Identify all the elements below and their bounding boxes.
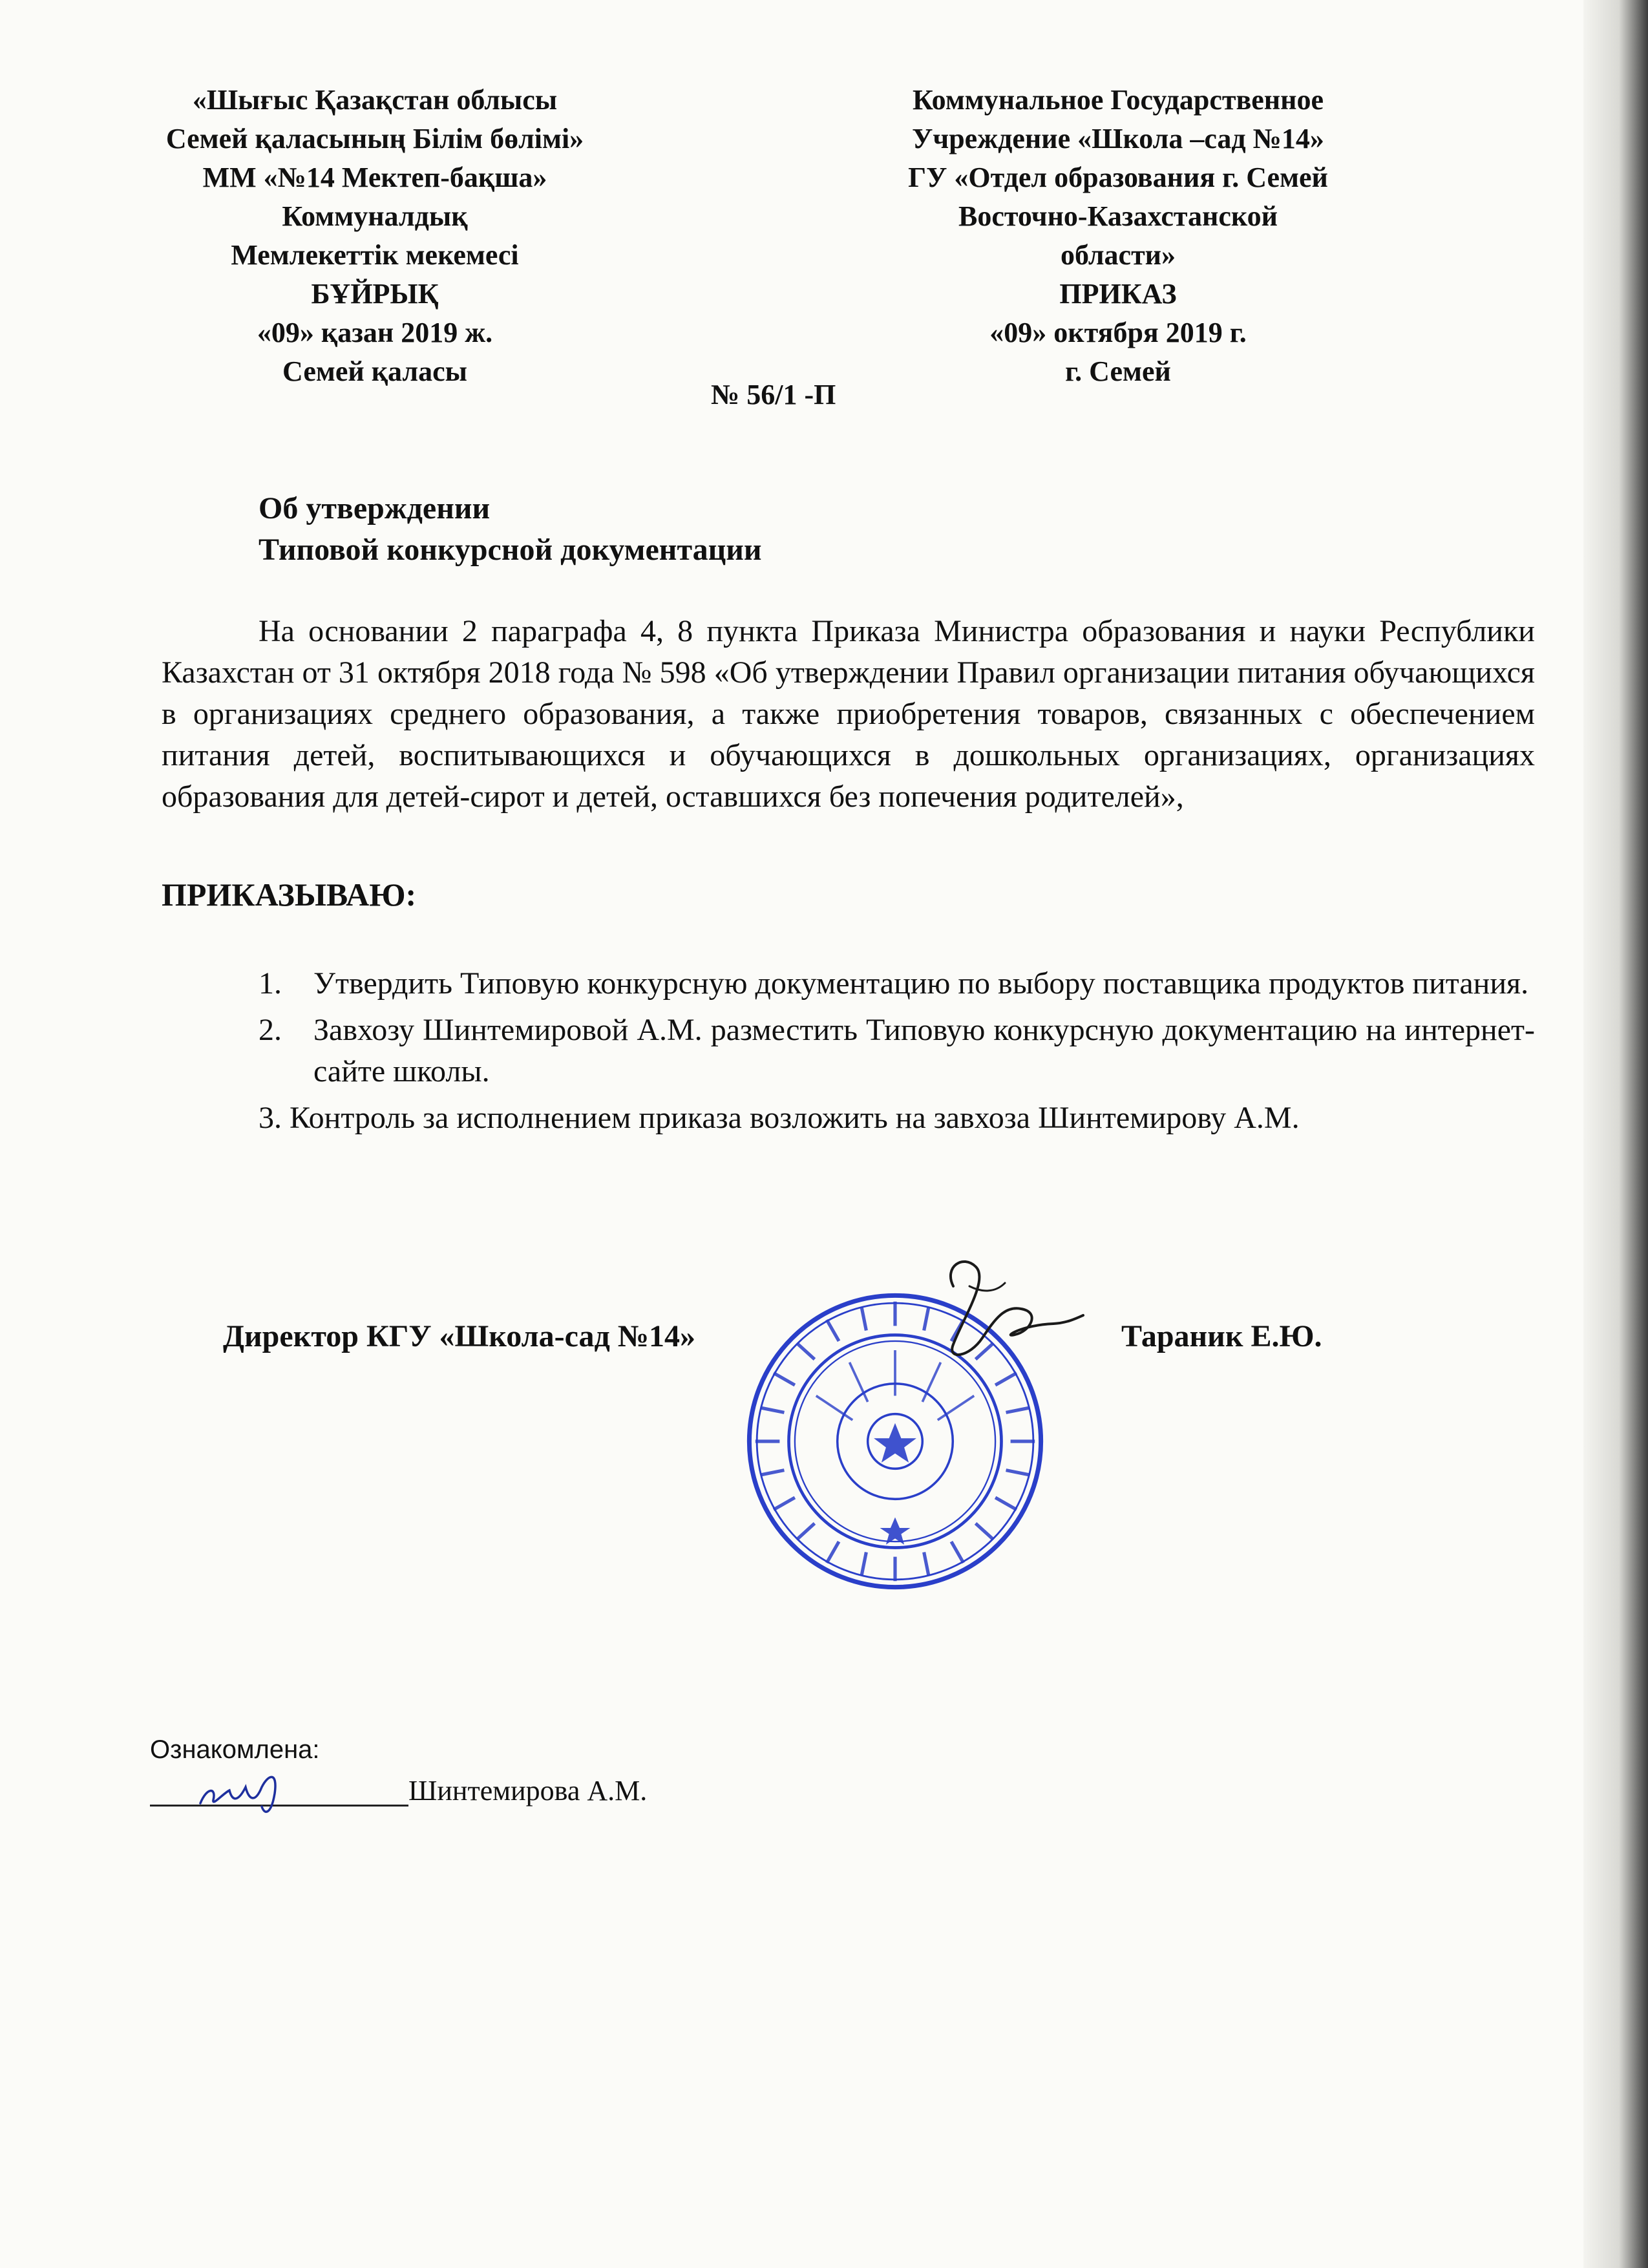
order-number: 3. (259, 1101, 282, 1135)
signatory-position: Директор КГУ «Школа-сад №14» (223, 1319, 695, 1353)
header-left-date: «09» қазан 2019 ж. (257, 317, 493, 348)
header-left-line: Мемлекеттік мекемесі (231, 239, 519, 271)
header-left-line: Семей қаласының Білім бөлімі» (165, 123, 584, 154)
header-kazakh (113, 81, 637, 391)
order-item (162, 1010, 1535, 1092)
preamble-paragraph: На основании 2 параграфа 4, 8 пункта Приказа Министра образования и науки Республики Казахстан от 31 октября 2018 года № 598 «Об утверждении Правил организации питания обучающихся в организациях среднего образования, а также приобретения товаров, связанных с обеспечением питания детей, воспитывающихся и обучающихся в дошкольных организациях, организациях образования для детей-сирот и детей, оставшихся без попечения родителей», (162, 614, 1535, 814)
header-right-date: «09» октября 2019 г. (989, 317, 1247, 348)
header-right-order-word: ПРИКАЗ (1059, 278, 1177, 310)
title-line-2: Типовой конкурсной документации (259, 533, 762, 567)
acknowledgement-name: Шинтемирова А.М. (408, 1775, 648, 1807)
header-left-line: «Шығыс Қазақстан облысы (192, 84, 558, 116)
header-right-line: Коммунальное Государственное (912, 84, 1324, 116)
acknowledgement-label: Ознакомлена: (150, 1735, 320, 1764)
order-item (162, 963, 1535, 1004)
title-line-1: Об утверждении (259, 491, 491, 525)
director-signature-icon (892, 1247, 1086, 1383)
header-left-line: ММ «№14 Мектеп-бақша» (202, 162, 547, 193)
order-text: Завхозу Шинтемировой А.М. разместить Типовую конкурсную документацию на интернет-сайте школы. (313, 1013, 1535, 1088)
acknowledgement-signature-icon (194, 1768, 304, 1819)
order-text: Утвердить Типовую конкурсную документацию по выбору поставщика продуктов питания. (313, 966, 1529, 1001)
order-number: 2. (259, 1013, 282, 1047)
signatory-name: Тараник Е.Ю. (1121, 1319, 1322, 1353)
order-number: 1. (259, 966, 282, 1001)
document-title (259, 488, 762, 571)
scan-edge-shadow (1583, 0, 1648, 2268)
header-left-order-word: БҰЙРЫҚ (311, 278, 439, 310)
header-left-line: Коммуналдық (282, 200, 468, 232)
header-right-line: ГУ «Отдел образования г. Семей (908, 162, 1328, 193)
order-item (162, 1097, 1535, 1139)
header-right-line: области» (1060, 239, 1176, 271)
header-left-city: Семей қаласы (282, 355, 467, 387)
header-right-line: Учреждение «Школа –сад №14» (912, 123, 1324, 154)
header-right-city: г. Семей (1065, 355, 1171, 387)
header-right-line: Восточно-Казахстанской (958, 200, 1278, 232)
order-word: ПРИКАЗЫВАЮ: (162, 876, 417, 913)
header-russian (821, 81, 1415, 391)
order-text: Контроль за исполнением приказа возложить на завхоза Шинтемирову А.М. (290, 1101, 1300, 1135)
document-number: № 56/1 -П (711, 379, 836, 410)
orders-list (162, 963, 1535, 1144)
